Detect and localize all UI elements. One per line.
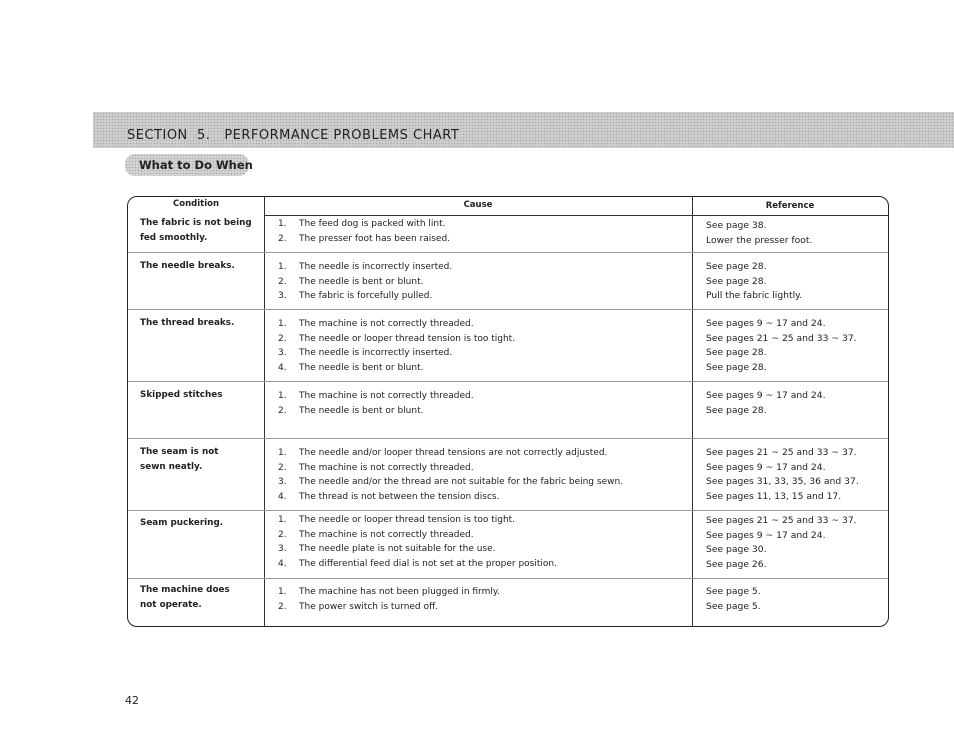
reference-cell	[706, 585, 884, 614]
reference-cell	[706, 514, 884, 572]
reference-text: See page 5.	[706, 586, 761, 597]
cause-text: The machine is not correctly threaded.	[299, 529, 474, 540]
condition-line: not operate.	[140, 600, 202, 610]
cause-cell	[299, 260, 689, 304]
cause-text: The presser foot has been raised.	[299, 233, 451, 244]
column-divider-reference	[692, 196, 693, 627]
cause-number: 2.	[278, 233, 287, 244]
cause-number: 4.	[278, 491, 287, 502]
cause-number: 1.	[278, 448, 287, 458]
reference-text: See pages 21 ~ 25 and 33 ~ 37.	[706, 515, 857, 526]
condition-line: The fabric is not being	[140, 218, 252, 228]
cause-number: 2.	[278, 462, 287, 473]
reference-text: See page 28.	[706, 347, 767, 358]
condition-cell	[140, 516, 258, 531]
row-separator	[128, 578, 888, 579]
cause-numbers	[278, 389, 292, 418]
condition-cell	[140, 583, 258, 613]
column-divider-condition	[264, 196, 265, 627]
row-separator	[128, 309, 888, 310]
reference-text: See pages 21 ~ 25 and 33 ~ 37.	[706, 447, 857, 458]
condition-cell	[140, 445, 258, 475]
reference-text: See pages 9 ~ 17 and 24.	[706, 318, 826, 329]
reference-text: See page 26.	[706, 558, 767, 570]
column-header-cause: Cause	[463, 200, 493, 210]
condition-cell	[140, 316, 258, 331]
cause-text: The differential feed dial is not set at the proper position.	[299, 558, 557, 569]
reference-text: See page 28.	[706, 275, 767, 287]
column-header-reference: Reference	[765, 201, 815, 211]
cause-text: The needle plate is not suitable for the use.	[299, 544, 496, 554]
cause-text: The needle is bent or blunt.	[299, 405, 424, 416]
condition-line: Skipped stitches	[140, 390, 223, 400]
reference-text: See page 28.	[706, 361, 767, 373]
cause-text: The power switch is turned off.	[299, 601, 439, 612]
cause-number: 1.	[278, 219, 287, 229]
cause-cell	[299, 585, 689, 614]
reference-text: See page 30.	[706, 544, 767, 555]
cause-cell	[299, 513, 689, 571]
reference-text: See pages 11, 13, 15 and 17.	[706, 490, 842, 502]
cause-text: The needle is incorrectly inserted.	[299, 262, 453, 272]
condition-cell	[140, 216, 258, 246]
condition-line: Seam puckering.	[140, 518, 224, 528]
cause-text: The machine has not been plugged in firmly.	[299, 587, 500, 597]
cause-cell	[299, 389, 689, 418]
cause-numbers	[278, 446, 292, 504]
reference-text: Lower the presser foot.	[706, 234, 813, 246]
cause-numbers	[278, 217, 292, 246]
cause-cell	[299, 317, 689, 375]
cause-number: 4.	[278, 558, 287, 569]
cause-numbers	[278, 585, 292, 614]
reference-cell	[706, 219, 884, 248]
reference-text: See page 38.	[706, 220, 767, 231]
cause-text: The feed dog is packed with lint.	[299, 219, 446, 229]
row-separator	[128, 438, 888, 439]
row-separator	[128, 510, 888, 511]
cause-number: 1.	[278, 262, 287, 272]
cause-numbers	[278, 260, 292, 304]
cause-number: 2.	[278, 601, 287, 612]
reference-cell	[706, 389, 884, 418]
cause-number: 2.	[278, 405, 287, 416]
reference-text: See pages 9 ~ 17 and 24.	[706, 529, 826, 541]
reference-text: See pages 31, 33, 35, 36 and 37.	[706, 476, 859, 487]
cause-number: 3.	[278, 544, 287, 554]
condition-line: The thread breaks.	[140, 318, 235, 328]
reference-cell	[706, 317, 884, 375]
condition-line: fed smoothly.	[140, 233, 208, 243]
cause-number: 1.	[278, 319, 287, 329]
cause-number: 3.	[278, 291, 287, 301]
reference-text: See page 28.	[706, 404, 767, 416]
cause-number: 3.	[278, 348, 287, 358]
cause-text: The thread is not between the tension discs.	[299, 491, 500, 502]
condition-line: The seam is not	[140, 447, 219, 457]
reference-cell	[706, 446, 884, 504]
cause-text: The machine is not correctly threaded.	[299, 462, 474, 473]
reference-text: See page 28.	[706, 261, 767, 272]
header-underline	[264, 215, 888, 216]
cause-text: The needle and/or looper thread tensions are not correctly adjusted.	[299, 448, 608, 458]
cause-number: 3.	[278, 477, 287, 487]
subsection-title: What to Do When	[139, 158, 253, 172]
cause-number: 1.	[278, 391, 287, 401]
condition-line: The needle breaks.	[140, 261, 235, 271]
cause-cell	[299, 446, 689, 504]
cause-number: 2.	[278, 529, 287, 540]
cause-number: 1.	[278, 587, 287, 597]
cause-text: The needle is bent or blunt.	[299, 276, 424, 287]
cause-text: The needle and/or the thread are not suitable for the fabric being sewn.	[299, 477, 624, 487]
reference-text: See pages 9 ~ 17 and 24.	[706, 390, 826, 401]
cause-number: 2.	[278, 333, 287, 344]
cause-text: The machine is not correctly threaded.	[299, 391, 474, 401]
condition-line: The machine does	[140, 585, 230, 595]
reference-text: See page 5.	[706, 600, 761, 612]
reference-cell	[706, 260, 884, 304]
cause-numbers	[278, 317, 292, 375]
reference-text: See pages 21 ~ 25 and 33 ~ 37.	[706, 332, 857, 344]
condition-cell	[140, 259, 258, 274]
cause-number: 2.	[278, 276, 287, 287]
cause-number: 4.	[278, 362, 287, 373]
cause-text: The needle or looper thread tension is too tight.	[299, 333, 516, 344]
cause-cell	[299, 217, 689, 246]
cause-text: The fabric is forcefully pulled.	[299, 291, 433, 301]
row-separator	[128, 381, 888, 382]
cause-text: The machine is not correctly threaded.	[299, 319, 474, 329]
cause-text: The needle is bent or blunt.	[299, 362, 424, 373]
condition-line: sewn neatly.	[140, 462, 203, 472]
cause-text: The needle or looper thread tension is too tight.	[299, 515, 516, 525]
section-title: SECTION 5. PERFORMANCE PROBLEMS CHART	[127, 128, 460, 143]
cause-text: The needle is incorrectly inserted.	[299, 348, 453, 358]
reference-text: Pull the fabric lightly.	[706, 290, 803, 301]
column-header-condition: Condition	[173, 199, 219, 209]
row-separator	[128, 252, 888, 253]
condition-cell	[140, 388, 258, 403]
cause-number: 1.	[278, 515, 287, 525]
cause-numbers	[278, 513, 292, 571]
page-number: 42	[125, 694, 139, 707]
reference-text: See pages 9 ~ 17 and 24.	[706, 461, 826, 473]
